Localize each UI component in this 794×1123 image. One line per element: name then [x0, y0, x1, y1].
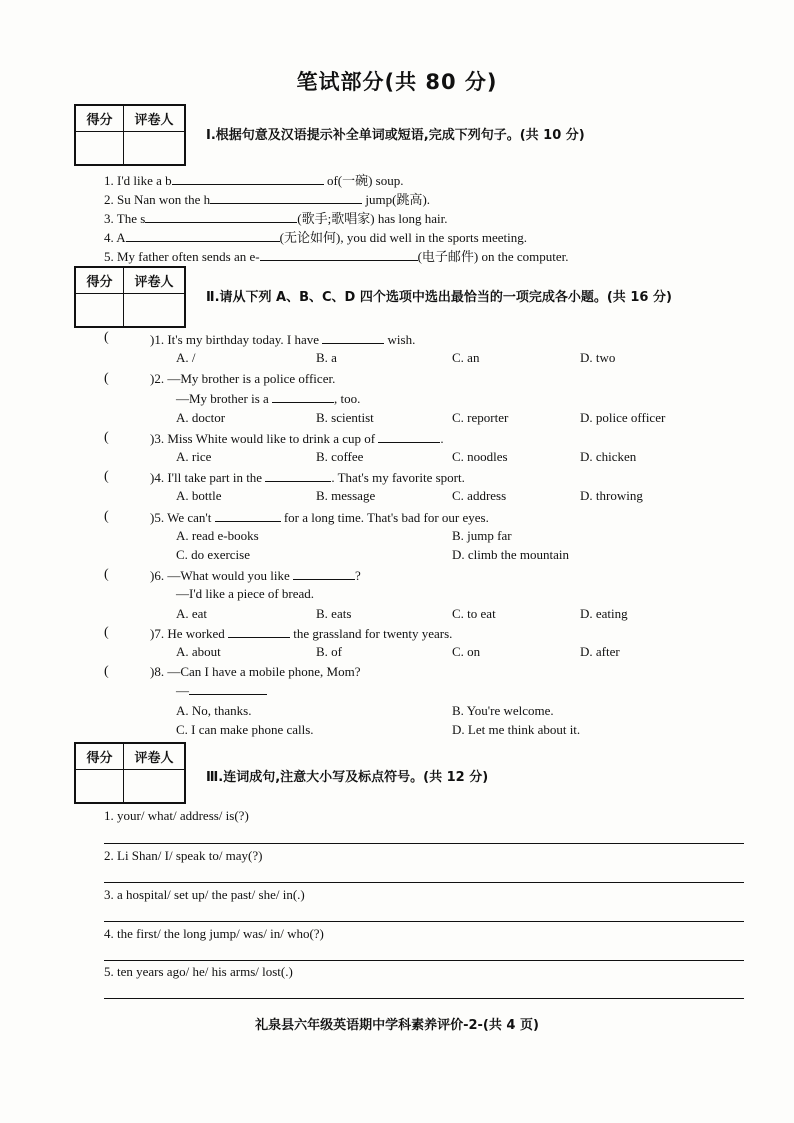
answer-paren-7[interactable]: (	[104, 625, 109, 640]
score-cell[interactable]	[76, 132, 124, 164]
q7-opt-d[interactable]: D. after	[580, 644, 620, 659]
q1-blank	[322, 331, 384, 344]
q1-opt-d[interactable]: D. two	[580, 350, 616, 365]
q8-opt-d[interactable]: D. Let me think about it.	[452, 722, 581, 737]
q2-opt-d[interactable]: D. police officer	[580, 410, 666, 425]
q4-opt-c[interactable]: C. address	[452, 488, 507, 503]
s3-item-5: 5. ten years ago/ he/ his arms/ lost(.)	[104, 964, 293, 979]
score-label: 得分	[76, 268, 124, 294]
section-1-heading: Ⅰ.根据句意及汉语提示补全单词或短语,完成下列句子。(共 10 分)	[206, 128, 585, 143]
s1-blank-1[interactable]	[172, 172, 324, 185]
q5-opt-b[interactable]: B. jump far	[452, 528, 512, 543]
q3-stem: )3. Miss White would like to drink a cup of .	[150, 431, 444, 446]
q1-stem: )1. It's my birthday today. I have wish.	[150, 332, 416, 347]
q1-opt-b[interactable]: B. a	[316, 350, 337, 365]
s3-item-4: 4. the first/ the long jump/ was/ in/ who(?)	[104, 926, 324, 941]
answer-paren-5[interactable]: (	[104, 509, 109, 524]
score-box-1	[74, 104, 186, 166]
answer-line-4[interactable]	[104, 960, 744, 961]
section-2-heading: Ⅱ.请从下列 A、B、C、D 四个选项中选出最恰当的一项完成各小题。(共 16 分)	[206, 290, 672, 305]
q8-opt-a[interactable]: A. No, thanks.	[176, 703, 252, 718]
answer-paren-1[interactable]: (	[104, 330, 109, 345]
q5-opt-d[interactable]: D. climb the mountain	[452, 547, 569, 562]
s3-item-1: 1. your/ what/ address/ is(?)	[104, 808, 249, 823]
q6-opt-c[interactable]: C. to eat	[452, 606, 496, 621]
score-label: 得分	[76, 744, 124, 770]
page-title: 笔试部分(共 80 分)	[296, 70, 498, 94]
answer-line-1[interactable]	[104, 843, 744, 844]
q8-blank	[189, 682, 267, 695]
q2-stem: )2. —My brother is a police officer.	[150, 371, 336, 386]
score-cell[interactable]	[76, 294, 124, 326]
grader-label: 评卷人	[124, 106, 184, 132]
q2-opt-b[interactable]: B. scientist	[316, 410, 374, 425]
q5-opt-c[interactable]: C. do exercise	[176, 547, 251, 562]
q4-stem: )4. I'll take part in the . That's my favorite sport.	[150, 470, 465, 485]
q5-blank	[215, 509, 281, 522]
answer-paren-3[interactable]: (	[104, 430, 109, 445]
q5-opt-a[interactable]: A. read e-books	[176, 528, 259, 543]
q7-opt-a[interactable]: A. about	[176, 644, 221, 659]
grader-cell[interactable]	[124, 770, 184, 802]
q7-opt-c[interactable]: C. on	[452, 644, 481, 659]
s3-item-3: 3. a hospital/ set up/ the past/ she/ in(.)	[104, 887, 305, 902]
q2-opt-a[interactable]: A. doctor	[176, 410, 226, 425]
grader-cell[interactable]	[124, 294, 184, 326]
s3-item-2: 2. Li Shan/ I/ speak to/ may(?)	[104, 848, 263, 863]
score-box-3	[74, 742, 186, 804]
q8-opt-c[interactable]: C. I can make phone calls.	[176, 722, 314, 737]
score-box-2	[74, 266, 186, 328]
q7-blank	[228, 625, 290, 638]
q4-opt-a[interactable]: A. bottle	[176, 488, 222, 503]
q4-opt-b[interactable]: B. message	[316, 488, 376, 503]
q2-blank	[272, 390, 334, 403]
grader-label: 评卷人	[124, 268, 184, 294]
q5-stem: )5. We can't for a long time. That's bad for our eyes.	[150, 510, 489, 525]
s1-blank-3[interactable]	[145, 210, 297, 223]
q6-stem-2: —I'd like a piece of bread.	[176, 586, 315, 601]
q3-opt-d[interactable]: D. chicken	[580, 449, 637, 464]
q2-opt-c[interactable]: C. reporter	[452, 410, 509, 425]
s1-blank-4[interactable]	[126, 229, 280, 242]
q3-opt-b[interactable]: B. coffee	[316, 449, 364, 464]
q6-stem: )6. —What would you like ?	[150, 568, 361, 583]
s1-item-4: 4. A (无论如何), you did well in the sports meeting.	[104, 230, 528, 245]
s1-item-3: 3. The s (歌手;歌唱家) has long hair.	[104, 211, 448, 226]
answer-line-2[interactable]	[104, 882, 744, 883]
q6-blank	[293, 567, 355, 580]
q8-opt-b[interactable]: B. You're welcome.	[452, 703, 554, 718]
q3-blank	[378, 430, 440, 443]
q8-stem-2: —	[176, 682, 267, 699]
answer-paren-4[interactable]: (	[104, 469, 109, 484]
s1-blank-2[interactable]	[210, 191, 362, 204]
s1-blank-5[interactable]	[260, 248, 418, 261]
answer-paren-6[interactable]: (	[104, 567, 109, 582]
answer-paren-2[interactable]: (	[104, 371, 109, 386]
s1-item-2: 2. Su Nan won the h jump(跳高).	[104, 192, 431, 207]
q3-opt-c[interactable]: C. noodles	[452, 449, 508, 464]
q1-opt-c[interactable]: C. an	[452, 350, 480, 365]
answer-paren-8[interactable]: (	[104, 664, 109, 679]
q8-stem: )8. —Can I have a mobile phone, Mom?	[150, 664, 361, 679]
q6-opt-d[interactable]: D. eating	[580, 606, 628, 621]
q3-opt-a[interactable]: A. rice	[176, 449, 212, 464]
s1-item-5: 5. My father often sends an e- (电子邮件) on the computer.	[104, 249, 569, 264]
grader-cell[interactable]	[124, 132, 184, 164]
q6-opt-a[interactable]: A. eat	[176, 606, 208, 621]
q4-opt-d[interactable]: D. throwing	[580, 488, 643, 503]
section-3-heading: Ⅲ.连词成句,注意大小写及标点符号。(共 12 分)	[206, 770, 489, 785]
q2-stem-2: —My brother is a , too.	[176, 391, 361, 406]
q4-blank	[265, 469, 331, 482]
q7-stem: )7. He worked the grassland for twenty years.	[150, 626, 453, 641]
q6-opt-b[interactable]: B. eats	[316, 606, 352, 621]
grader-label: 评卷人	[124, 744, 184, 770]
answer-line-3[interactable]	[104, 921, 744, 922]
q7-opt-b[interactable]: B. of	[316, 644, 342, 659]
q1-opt-a[interactable]: A. /	[176, 350, 196, 365]
score-label: 得分	[76, 106, 124, 132]
page-footer: 礼泉县六年级英语期中学科素养评价-2-(共 4 页)	[255, 1018, 539, 1033]
s1-item-1: 1. I'd like a b of(一碗) soup.	[104, 173, 404, 188]
score-cell[interactable]	[76, 770, 124, 802]
answer-line-5[interactable]	[104, 998, 744, 999]
